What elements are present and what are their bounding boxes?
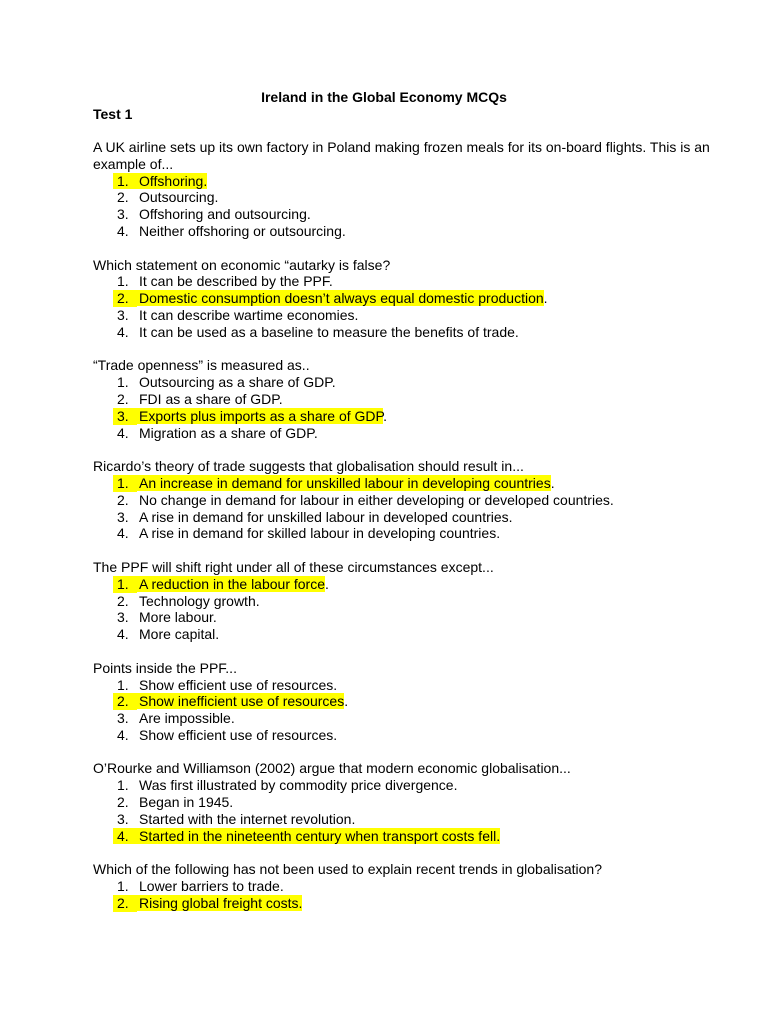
option-item xyxy=(93,609,753,626)
option-number: 1. xyxy=(117,777,129,794)
question-block xyxy=(93,458,753,542)
option-list xyxy=(93,777,753,844)
option-list xyxy=(93,273,753,340)
option-text: It can be used as a baseline to measure the benefits of trade. xyxy=(139,323,519,340)
option-number: 1. xyxy=(117,273,129,290)
option-item xyxy=(93,525,753,542)
option-number: 3. xyxy=(117,206,129,223)
option-number: 2. xyxy=(117,491,129,508)
option-item xyxy=(93,593,753,610)
test-label: Test 1 xyxy=(93,106,133,122)
option-text: No change in demand for labour in either developing or developed countries. xyxy=(139,491,614,508)
option-item xyxy=(93,811,753,828)
option-text: It can be described by the PPF. xyxy=(139,273,333,290)
option-text: It can describe wartime economies. xyxy=(139,306,359,323)
question-text: Points inside the PPF... xyxy=(93,659,237,676)
option-text: FDI as a share of GDP. xyxy=(139,390,283,407)
option-number: 4. xyxy=(113,828,137,845)
option-item xyxy=(93,677,753,694)
option-text: More capital. xyxy=(139,626,220,643)
option-text: Offshoring and outsourcing. xyxy=(139,206,311,223)
option-item xyxy=(93,206,753,223)
question-text: “Trade openness” is measured as.. xyxy=(93,357,310,374)
option-list xyxy=(93,576,753,643)
option-text: A rise in demand for unskilled labour in developed countries. xyxy=(139,508,513,525)
option-list xyxy=(93,677,753,744)
option-item xyxy=(93,727,753,744)
option-text: Was first illustrated by commodity price divergence. xyxy=(139,777,458,794)
option-number: 4. xyxy=(117,525,129,542)
question-text: O’Rourke and Williamson (2002) argue that modern economic globalisation... xyxy=(93,760,571,777)
option-item xyxy=(93,710,753,727)
option-list xyxy=(93,173,753,240)
answer-option xyxy=(93,408,753,425)
question-text: A UK airline sets up its own factory in Poland making frozen meals for its on-board flights. This is an example of... xyxy=(93,139,710,172)
option-number: 4. xyxy=(117,726,129,743)
option-number: 2. xyxy=(113,693,137,710)
answer-option xyxy=(93,828,753,845)
option-list xyxy=(93,374,753,441)
option-item xyxy=(93,391,753,408)
option-item xyxy=(93,425,753,442)
option-item xyxy=(93,492,753,509)
option-list xyxy=(93,475,753,542)
question-block xyxy=(93,139,753,240)
question-block xyxy=(93,357,753,441)
option-number: 1. xyxy=(113,576,137,593)
option-item xyxy=(93,223,753,240)
option-text: Exports plus imports as a share of GDP xyxy=(139,407,384,424)
option-number: 3. xyxy=(117,810,129,827)
option-text: A rise in demand for skilled labour in developing countries. xyxy=(139,525,501,542)
question-text: Which of the following has not been used to explain recent trends in globalisation? xyxy=(93,861,602,878)
option-number: 1. xyxy=(113,475,137,492)
option-text: Began in 1945. xyxy=(139,794,234,811)
option-text: Neither offshoring or outsourcing. xyxy=(139,222,346,239)
answer-option xyxy=(93,475,753,492)
option-item xyxy=(93,374,753,391)
option-text: Show efficient use of resources. xyxy=(139,726,338,743)
option-text: Started with the internet revolution. xyxy=(139,810,356,827)
option-item xyxy=(93,307,753,324)
option-text: Outsourcing. xyxy=(139,189,219,206)
question-block xyxy=(93,760,753,844)
option-item xyxy=(93,189,753,206)
option-number: 2. xyxy=(117,592,129,609)
option-number: 2. xyxy=(117,794,129,811)
option-item xyxy=(93,509,753,526)
option-number: 3. xyxy=(113,408,137,425)
option-text: An increase in demand for unskilled labour in developing countries xyxy=(139,474,551,491)
option-text: Rising global freight costs. xyxy=(139,894,303,911)
question-text: Ricardo’s theory of trade suggests that globalisation should result in... xyxy=(93,458,524,475)
option-text: A reduction in the labour force xyxy=(139,575,326,592)
option-number: 2. xyxy=(117,390,129,407)
option-number: 2. xyxy=(113,895,137,912)
option-number: 1. xyxy=(117,878,129,895)
option-item xyxy=(93,273,753,290)
option-number: 1. xyxy=(113,173,137,190)
option-text: Domestic consumption doesn’t always equal domestic production xyxy=(139,290,544,307)
question-block xyxy=(93,257,753,341)
question-block xyxy=(93,861,753,911)
option-text: More labour. xyxy=(139,609,217,626)
answer-option xyxy=(93,290,753,307)
document-title: Ireland in the Global Economy MCQs xyxy=(261,89,507,105)
option-number: 1. xyxy=(117,676,129,693)
option-number: 3. xyxy=(117,710,129,727)
option-text: Migration as a share of GDP. xyxy=(139,424,318,441)
option-text: Show inefficient use of resources xyxy=(139,693,345,710)
option-number: 1. xyxy=(117,374,129,391)
option-punctuation: . xyxy=(325,575,329,592)
option-punctuation: . xyxy=(344,693,349,710)
option-punctuation: . xyxy=(543,290,548,307)
option-item xyxy=(93,878,753,895)
option-number: 3. xyxy=(117,609,129,626)
option-item xyxy=(93,626,753,643)
question-text: Which statement on economic “autarky is false? xyxy=(93,256,391,273)
option-item xyxy=(93,777,753,794)
answer-option xyxy=(93,693,753,710)
option-text: Show efficient use of resources. xyxy=(139,676,338,693)
option-text: Offshoring. xyxy=(139,172,208,189)
option-text: Started in the nineteenth century when transport costs fell. xyxy=(139,827,501,844)
answer-option xyxy=(93,895,753,912)
question-block xyxy=(93,660,753,744)
option-item xyxy=(93,794,753,811)
option-number: 4. xyxy=(117,323,129,340)
option-number: 4. xyxy=(117,626,129,643)
option-number: 2. xyxy=(113,290,137,307)
question-block xyxy=(93,559,753,643)
answer-option xyxy=(93,173,753,190)
option-punctuation: . xyxy=(550,474,555,491)
option-text: Are impossible. xyxy=(139,710,235,727)
option-text: Outsourcing as a share of GDP. xyxy=(139,374,336,391)
option-number: 2. xyxy=(117,189,129,206)
option-number: 4. xyxy=(117,222,129,239)
option-punctuation: . xyxy=(383,407,387,424)
option-text: Lower barriers to trade. xyxy=(139,878,284,895)
option-text: Technology growth. xyxy=(139,592,260,609)
option-number: 3. xyxy=(117,508,129,525)
option-number: 4. xyxy=(117,424,129,441)
option-list xyxy=(93,878,753,912)
answer-option xyxy=(93,576,753,593)
question-list xyxy=(93,139,753,928)
option-number: 3. xyxy=(117,306,129,323)
option-item xyxy=(93,324,753,341)
question-text: The PPF will shift right under all of these circumstances except... xyxy=(93,558,494,575)
